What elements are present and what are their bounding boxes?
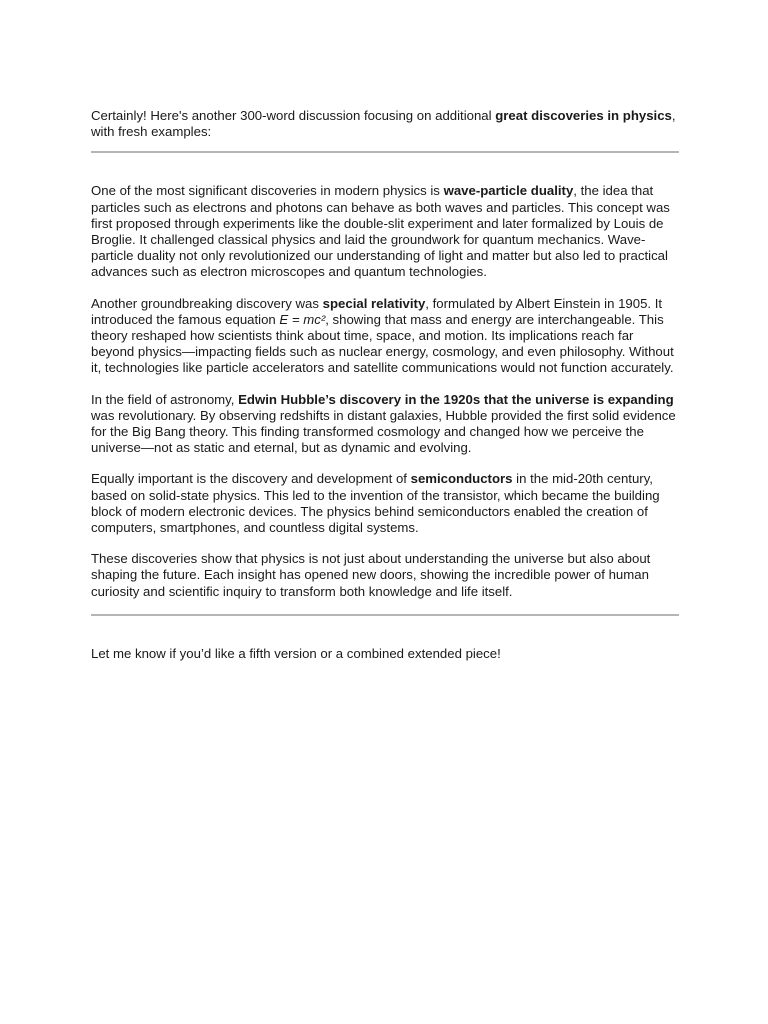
- paragraph-lead: One of the most significant discoveries in modern physics is: [91, 183, 444, 199]
- paragraph-tail: was revolutionary. By observing redshifts in distant galaxies, Hubble provided the first solid evidence for the Big Bang theory. This finding transformed cosmology and changed how we perceive the universe—not as static and eternal, but as dynamic and evolving.: [91, 407, 676, 456]
- intro-bold: great discoveries in physics: [495, 108, 672, 123]
- paragraph-text: These discoveries show that physics is not just about understanding the universe but also about shaping the future. Each insight has opened new doors, showing the incredible power of human curiosity and scientific inquiry to transform both knowledge and life itself.: [91, 551, 651, 599]
- closing-line: Let me know if you’d like a fifth version or a combined extended piece!: [91, 645, 501, 661]
- intro-tail: , with fresh examples:: [91, 108, 676, 140]
- paragraph-wave-particle: [91, 183, 679, 280]
- paragraph-bold: semiconductors: [410, 471, 513, 487]
- paragraph-lead: In the field of astronomy,: [91, 391, 239, 407]
- divider-top: [91, 151, 679, 153]
- equation: E = mc²: [279, 311, 326, 327]
- paragraph-bold: wave-particle duality: [443, 183, 574, 199]
- intro-paragraph: [91, 108, 679, 140]
- paragraph-lead: Equally important is the discovery and development of: [91, 471, 411, 487]
- intro-lead: Certainly! Here's another 300-word discussion focusing on additional: [91, 108, 496, 123]
- paragraph-hubble: [91, 392, 679, 457]
- paragraph-tail: in the mid-20th century, based on solid-state physics. This led to the invention of the transistor, which became the building block of modern electronic devices. The physics behind semiconductors enabled the creation of computers, smartphones, and countless digital systems.: [91, 471, 660, 536]
- paragraph-relativity: [91, 296, 679, 377]
- document-body: [91, 108, 679, 662]
- paragraph-conclusion: [91, 551, 679, 600]
- paragraph-semiconductors: [91, 471, 679, 536]
- paragraph-bold: Edwin Hubble’s discovery in the 1920s that the universe is expanding: [238, 391, 674, 407]
- paragraph-tail: , showing that mass and energy are interchangeable. This theory reshaped how scientists think about time, space, and motion. Its implications reach far beyond physics—impacting fields such as nuclear energy, cosmology, and even philosophy. Without it, technologies like particle accelerators and satellite communications would not function accurately.: [91, 311, 674, 376]
- paragraph-bold: special relativity: [322, 295, 426, 311]
- divider-bottom: [91, 614, 679, 616]
- paragraph-lead: Another groundbreaking discovery was: [91, 295, 323, 311]
- paragraph-mid: , formulated by Albert Einstein in 1905. It introduced the famous equation: [91, 295, 663, 327]
- paragraph-tail: , the idea that particles such as electrons and photons can behave as both waves and particles. This concept was first proposed through experiments like the double-slit experiment and later formalized by Louis de Broglie. It challenged classical physics and laid the groundwork for quantum mechanics. Wave-particle duality not only revolutionized our understanding of light and matter but also led to practical advances such as electron microscopes and quantum technologies.: [91, 183, 670, 280]
